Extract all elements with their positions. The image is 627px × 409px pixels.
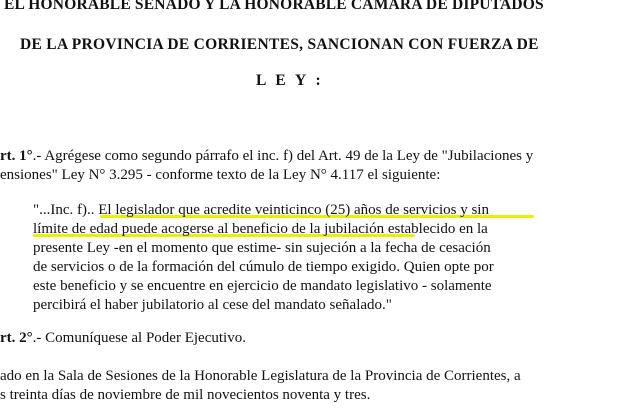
closing-line-2: s treinta días de noviembre de mil novecientos noventa y tres. [0,387,371,403]
header-line-3: L E Y : [256,72,324,89]
article-1-line-2: ensiones" Ley N° 3.295 - conforme texto de la Ley N° 4.117 el siguiente: [0,167,441,183]
header-line-1: EL HONORABLE SENADO Y LA HONORABLE CAMARA DE DIPUTADOS [4,0,544,13]
quote-line-4: de servicios o de la formación del cúmulo de tiempo exigido. Quien opte por [33,259,494,275]
article-1-line-1 [0,149,533,164]
quote-line-6: percibirá el haber jubilatorio al cese del mandato señalado." [33,297,392,313]
article-2-label: rt. 2° [0,330,33,346]
quote-line-1: "...Inc. f).. El legislador que acredite veinticinco (25) años de servicios y sin [33,202,489,218]
header-line-2: DE LA PROVINCIA DE CORRIENTES, SANCIONAN CON FUERZA DE [20,36,539,53]
quote-line-3: presente Ley -en el momento que estime- sin sujeción a la fecha de cesación [33,240,491,256]
article-2 [0,331,246,346]
article-1-label: rt. 1° [0,148,33,164]
closing-line-1: ado en la Sala de Sesiones de la Honorable Legislatura de la Provincia de Corrientes, a [0,368,521,384]
article-1-text: .- Agrégese como segundo párrafo el inc. f) del Art. 49 de la Ley de "Jubilaciones y [32,148,534,164]
article-2-text: .- Comuníquese al Poder Ejecutivo. [32,330,246,346]
quote-line-2: límite de edad puede acogerse al beneficio de la jubilación establecido en la [33,221,488,237]
quote-line-5: este beneficio y se encuentre en ejercicio de mandato legislativo - solamente [33,278,492,294]
